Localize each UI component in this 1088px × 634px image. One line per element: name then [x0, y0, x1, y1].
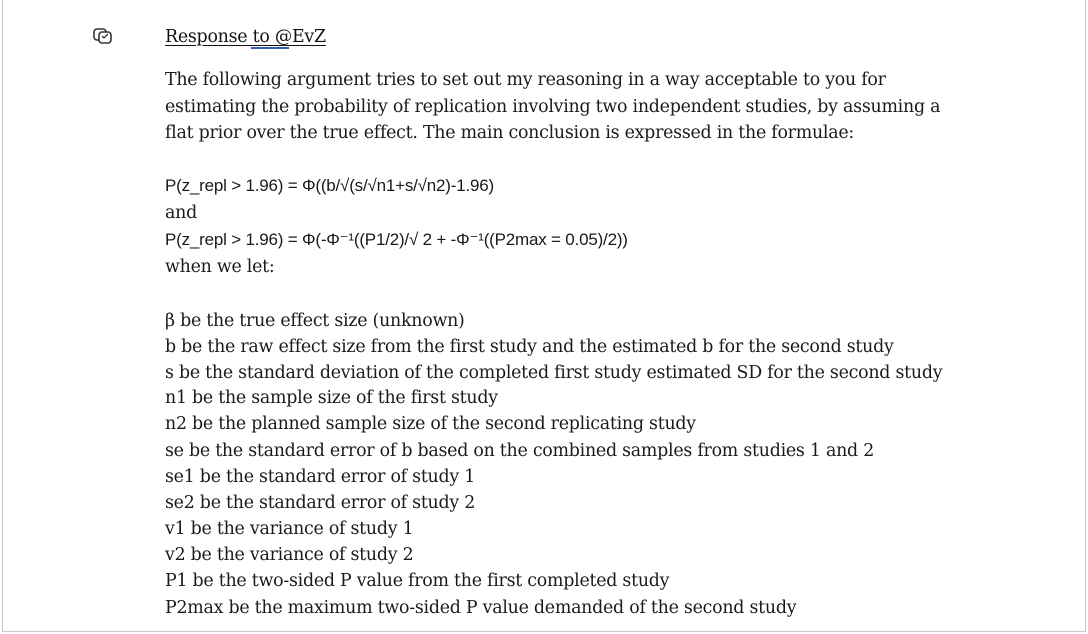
mention-underline [251, 47, 289, 49]
when-text: when we let: [165, 257, 275, 277]
definition-item: β be the true effect size (unknown) [165, 311, 465, 331]
definition-item: b be the raw effect size from the first study and the estimated b for the second study [165, 337, 894, 357]
definition-item: P1 be the two-sided P value from the first completed study [165, 571, 670, 591]
definition-item: n2 be the planned sample size of the second replicating study [165, 414, 696, 434]
document-title: Response to @EvZ [165, 27, 326, 47]
definition-item: s be the standard deviation of the completed first study estimated SD for the second study [165, 363, 943, 383]
definition-item: v1 be the variance of study 1 [165, 519, 414, 539]
and-text: and [165, 203, 197, 223]
document-page [2, 0, 1086, 632]
definition-item: P2max be the maximum two-sided P value demanded of the second study [165, 598, 797, 618]
definition-item: se2 be the standard error of study 2 [165, 493, 476, 513]
intro-line: The following argument tries to set out my reasoning in a way acceptable to you for [165, 70, 886, 90]
comment-icon[interactable] [91, 26, 113, 46]
definition-item: se1 be the standard error of study 1 [165, 467, 476, 487]
formula-1: P(z_repl > 1.96) = Φ((b/√(s/√n1+s/√n2)-1.96) [165, 176, 494, 195]
intro-line: estimating the probability of replication involving two independent studies, by assuming a [165, 97, 941, 117]
formula-2: P(z_repl > 1.96) = Φ(-Φ⁻¹((P1/2)/√ 2 + -Φ⁻¹((P2max = 0.05)/2)) [165, 230, 628, 249]
definition-item: v2 be the variance of study 2 [165, 545, 414, 565]
definition-item: n1 be the sample size of the first study [165, 388, 498, 408]
intro-line: flat prior over the true effect. The main conclusion is expressed in the formulae: [165, 123, 855, 143]
definition-item: se be the standard error of b based on the combined samples from studies 1 and 2 [165, 441, 875, 461]
